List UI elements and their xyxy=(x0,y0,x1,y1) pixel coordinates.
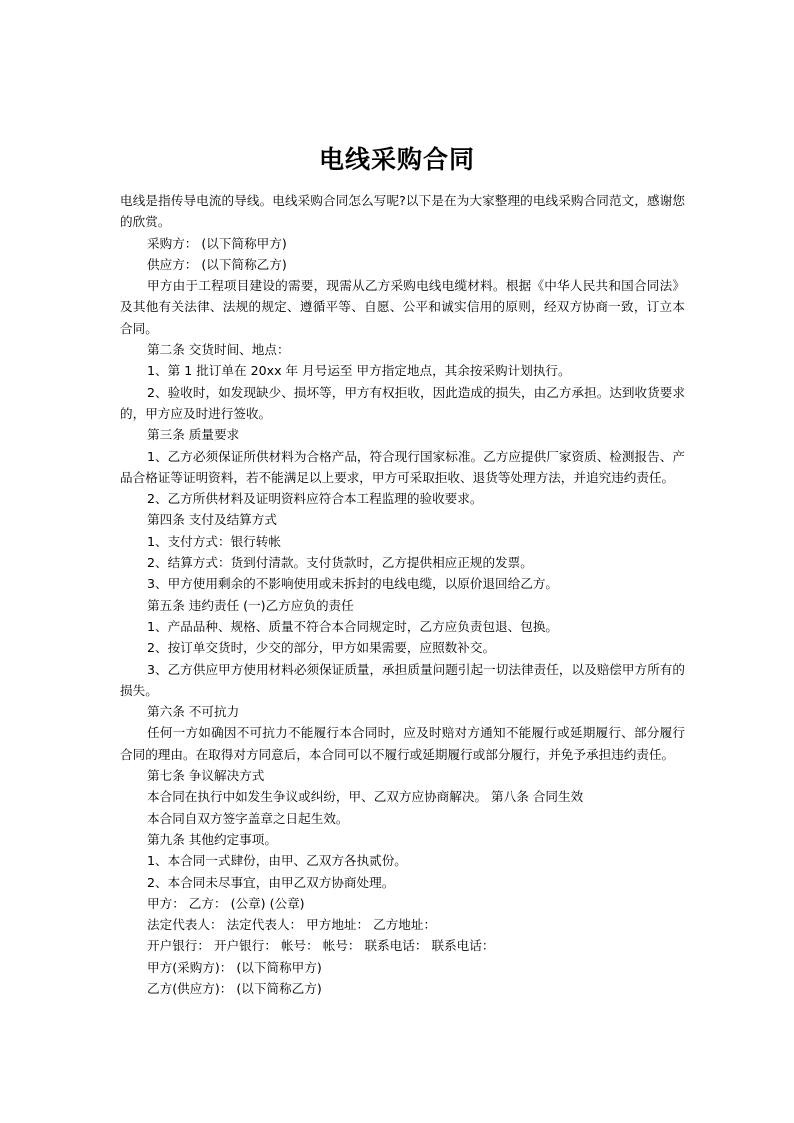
article-3-item-1: 1、乙方必须保证所供材料为合格产品，符合现行国家标准。乙方应提供厂家资质、检测报告、产品合格证等证明资料，若不能满足以上要求，甲方可采取拒收、退货等处理方法，并追究违约责任。 xyxy=(120,448,685,485)
article-3-item-2: 2、乙方所供材料及证明资料应符合本工程监理的验收要求。 xyxy=(147,491,483,507)
article-4-item-1: 1、支付方式：银行转帐 xyxy=(147,533,281,549)
article-7-heading: 第七条 争议解决方式 xyxy=(147,768,265,784)
article-2-item-1: 1、第 1 批订单在 20xx 年 月号运至 甲方指定地点，其余按采购计划执行。 xyxy=(147,363,571,379)
signature-buyer: 甲方(采购方)： (以下简称甲方) xyxy=(147,959,322,975)
article-3-heading: 第三条 质量要求 xyxy=(147,427,240,443)
article-5-heading: 第五条 违约责任 (一)乙方应负的责任 xyxy=(147,597,354,613)
article-9-heading: 第九条 其他约定事项。 xyxy=(147,831,277,847)
article-5-item-3: 3、乙方供应甲方使用材料必须保证质量，承担质量问题引起一切法律责任，以及赔偿甲方所有的损失。 xyxy=(120,661,685,698)
article-4-heading: 第四条 支付及结算方式 xyxy=(147,512,277,528)
document-title: 电线采购合同 xyxy=(318,144,475,174)
paragraph-preamble: 甲方由于工程项目建设的需要，现需从乙方采购电线电缆材料。根据《中华人民共和国合同法》及其他有关法律、法规的规定、遵循平等、自愿、公平和诚实信用的原则，经双方协商一致，订立本合同。 xyxy=(120,278,685,336)
article-4-item-2: 2、结算方式：货到付清款。支付货款时，乙方提供相应正规的发票。 xyxy=(147,555,533,571)
article-2-heading: 第二条 交货时间、地点： xyxy=(147,342,290,358)
signature-parties: 甲方： 乙方： (公章) (公章) xyxy=(147,895,305,911)
article-5-item-2: 2、按订单交货时，少交的部分，甲方如果需要，应照数补交。 xyxy=(147,640,496,656)
article-5-item-1: 1、产品品种、规格、质量不符合本合同规定时，乙方应负责包退、包换。 xyxy=(147,618,559,634)
signature-supplier: 乙方(供应方)： (以下简称乙方) xyxy=(147,980,322,996)
signature-bank-info: 开户银行： 开户银行： 帐号： 帐号： 联系电话： 联系电话： xyxy=(147,938,495,954)
article-8-body: 本合同自双方签字盖章之日起生效。 xyxy=(147,810,349,826)
article-6-heading: 第六条 不可抗力 xyxy=(147,704,240,720)
document-body xyxy=(120,190,685,999)
article-7-body: 本合同在执行中如发生争议或纠纷，甲、乙双方应协商解决。 第八条 合同生效 xyxy=(147,789,584,805)
paragraph-supplier: 供应方： (以下简称乙方) xyxy=(147,256,287,272)
article-9-item-2: 2、本合同未尽事宜，由甲乙双方协商处理。 xyxy=(147,874,395,890)
signature-representatives: 法定代表人： 法定代表人： 甲方地址： 乙方地址： xyxy=(147,917,437,933)
article-4-item-3: 3、甲方使用剩余的不影响使用或未拆封的电线电缆，以原价退回给乙方。 xyxy=(147,576,559,592)
article-9-item-1: 1、本合同一式肆份，由甲、乙双方各执贰份。 xyxy=(147,853,407,869)
paragraph-buyer: 采购方： (以下简称甲方) xyxy=(147,235,287,251)
article-2-item-2: 2、验收时，如发现缺少、损坏等，甲方有权拒收，因此造成的损失，由乙方承担。达到收货要求的，甲方应及时进行签收。 xyxy=(120,384,685,421)
paragraph-intro: 电线是指传导电流的导线。电线采购合同怎么写呢?以下是在为大家整理的电线采购合同范文，感谢您的欣赏。 xyxy=(120,193,685,230)
article-6-body: 任何一方如确因不可抗力不能履行本合同时，应及时赔对方通知不能履行或延期履行、部分履行合同的理由。在取得对方同意后，本合同可以不履行或延期履行或部分履行，并免予承担违约责任。 xyxy=(120,725,685,762)
